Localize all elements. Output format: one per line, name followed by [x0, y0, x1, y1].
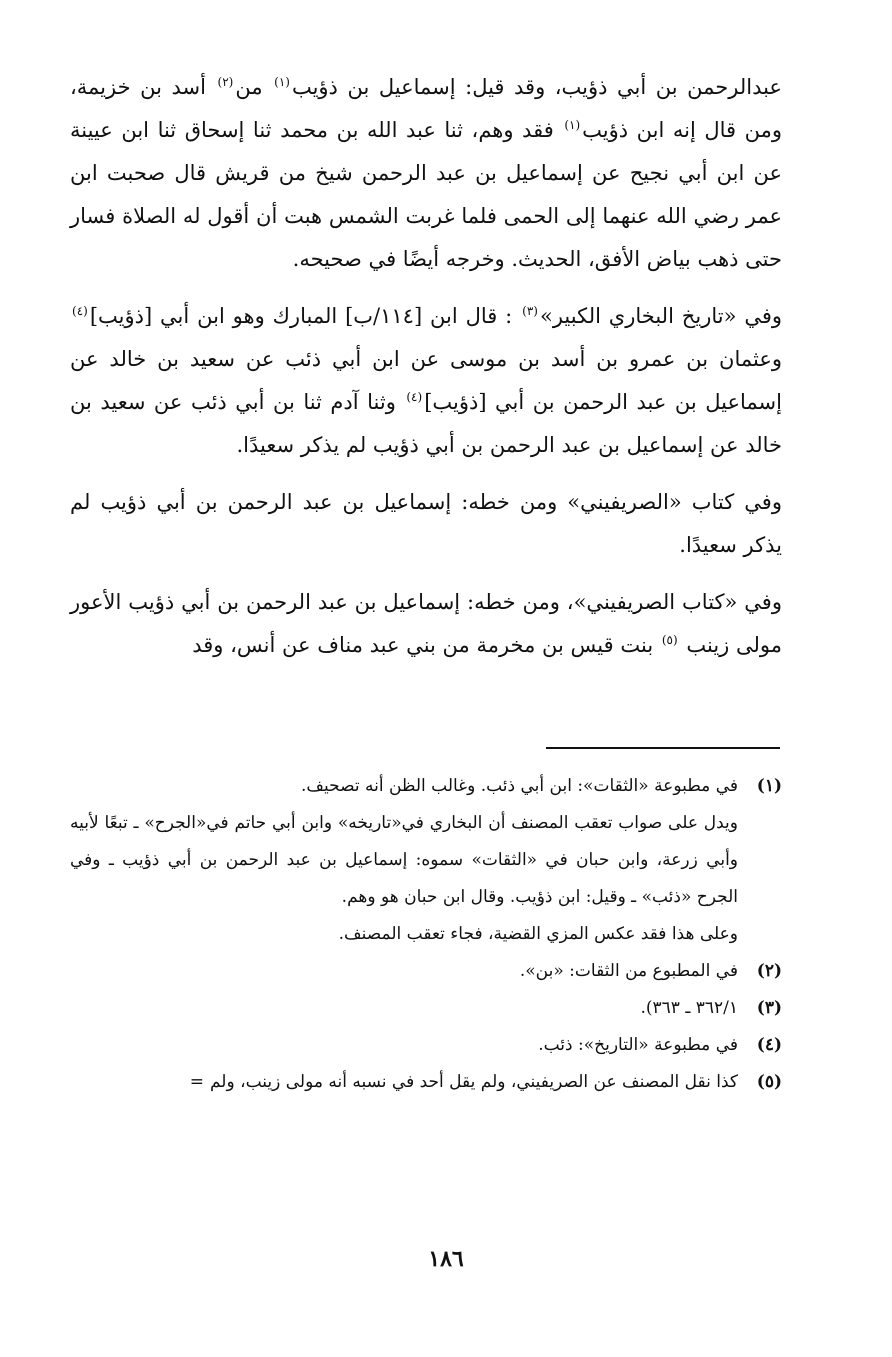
page-number: ١٨٦ [428, 1246, 464, 1272]
footnote-4-number: (٤) [756, 1035, 782, 1055]
main-text [70, 66, 782, 681]
paragraph-1-part-b: من [235, 75, 263, 99]
footnotes [70, 768, 782, 1101]
paragraph-2-part-d: وثنا آدم ثنا بن أبي ذئب عن سعيد بن خالد عن إسماعيل بن عبد الرحمن بن أبي ذؤيب لم يذكر سعيدًا. [70, 390, 782, 457]
footnote-1-continuation: ويدل على صواب تعقب المصنف أن البخاري في«تاريخه» وابن أبي حاتم في«الجرح» ـ تبعًا لأبيه وأبي زرعة، وابن حبان في «الثقات» سموه: إسماعيل بن عبد الرحمن بن أبي ذؤيب ـ وفي الجرح «ذئب» ـ وقيل: ابن ذؤيب. وقال ابن حبان هو وهم. [70, 813, 738, 907]
paragraph-4-part-b: بنت قيس بن مخرمة من بني عبد مناف عن أنس، وقد [192, 633, 654, 657]
paragraph-1 [70, 66, 782, 281]
paragraph-4-part-a: وفي «كتاب الصريفيني»، ومن خطه: إسماعيل بن عبد الرحمن بن أبي ذؤيب الأعور مولى زينب [70, 590, 782, 657]
footnote-1-conclusion: وعلى هذا فقد عكس المزي القضية، فجاء تعقب المصنف. [338, 924, 738, 944]
footnote-3-number: (٣) [756, 998, 782, 1018]
footnote-ref-2[interactable]: (٢) [217, 75, 234, 89]
footnote-2 [70, 953, 782, 990]
footnote-1-text: في مطبوعة «الثقات»: ابن أبي ذئب. وغالب الظن أنه تصحيف. [300, 776, 738, 796]
paragraph-2-part-a: وفي «تاريخ البخاري الكبير» [539, 304, 782, 328]
paragraph-1-part-c: أسد بن خزيمة، ومن قال إنه ابن ذؤيب [70, 75, 782, 142]
footnote-3 [70, 990, 782, 1027]
footnote-3-text: ٣٦٢/١ ـ ٣٦٣). [640, 998, 738, 1018]
footnote-4 [70, 1027, 782, 1064]
footnote-ref-1-second[interactable]: (١) [564, 118, 581, 132]
footnote-ref-4-second[interactable]: (٤) [406, 390, 423, 404]
footnote-ref-3[interactable]: (٣) [522, 304, 538, 318]
footnote-5-number: (٥) [756, 1072, 782, 1092]
footnote-5-body: كذا نقل المصنف عن الصريفيني، ولم يقل أحد في نسبه أنه مولى زينب، ولم [209, 1072, 738, 1092]
footnote-4-text: في مطبوعة «التاريخ»: ذئب. [538, 1035, 738, 1055]
footnote-5 [70, 1064, 782, 1101]
footnote-1-number: (١) [756, 776, 782, 796]
paragraph-2-part-b: : قال ابن [١١٤/ب] المبارك وهو ابن أبي [ذؤيب] [89, 304, 513, 328]
paragraph-2-part-c: وعثمان بن عمرو بن أسد بن موسى عن ابن أبي ذئب عن سعيد بن خالد عن إسماعيل بن عبد الرحمن بن أبي [ذؤيب] [70, 347, 782, 414]
footnote-ref-1[interactable]: (١) [274, 75, 290, 89]
footnote-2-number: (٢) [756, 961, 782, 981]
paragraph-3: وفي كتاب «الصريفيني» ومن خطه: إسماعيل بن عبد الرحمن بن أبي ذؤيب لم يذكر سعيدًا. [70, 490, 782, 557]
footnote-5-text [70, 1064, 738, 1101]
paragraph-4 [70, 581, 782, 667]
paragraph-1-part-d: فقد وهم، ثنا عبد الله بن محمد ثنا إسحاق ثنا ابن عيينة عن ابن أبي نجيح عن إسماعيل بن عبد الرحمن شيخ من قريش قال صحبت ابن عمر رضي الله عنهما إلى الحمى فلما غربت الشمس هبت أن أقول له الصلاة فسار حتى ذهب بياض الأفق، الحديث. وخرجه أيضًا في صحيحه. [70, 118, 782, 271]
paragraph-2 [70, 295, 782, 467]
continuation-mark: = [189, 1072, 204, 1092]
footnote-ref-5[interactable]: (٥) [661, 633, 678, 647]
paragraph-1-part-a: عبدالرحمن بن أبي ذؤيب، وقد قيل: إسماعيل بن ذؤيب [291, 75, 782, 99]
footnote-separator [546, 747, 780, 749]
footnote-1 [70, 768, 782, 805]
footnote-2-text: في المطبوع من الثقات: «بن». [519, 961, 738, 981]
footnote-ref-4[interactable]: (٤) [72, 304, 88, 318]
